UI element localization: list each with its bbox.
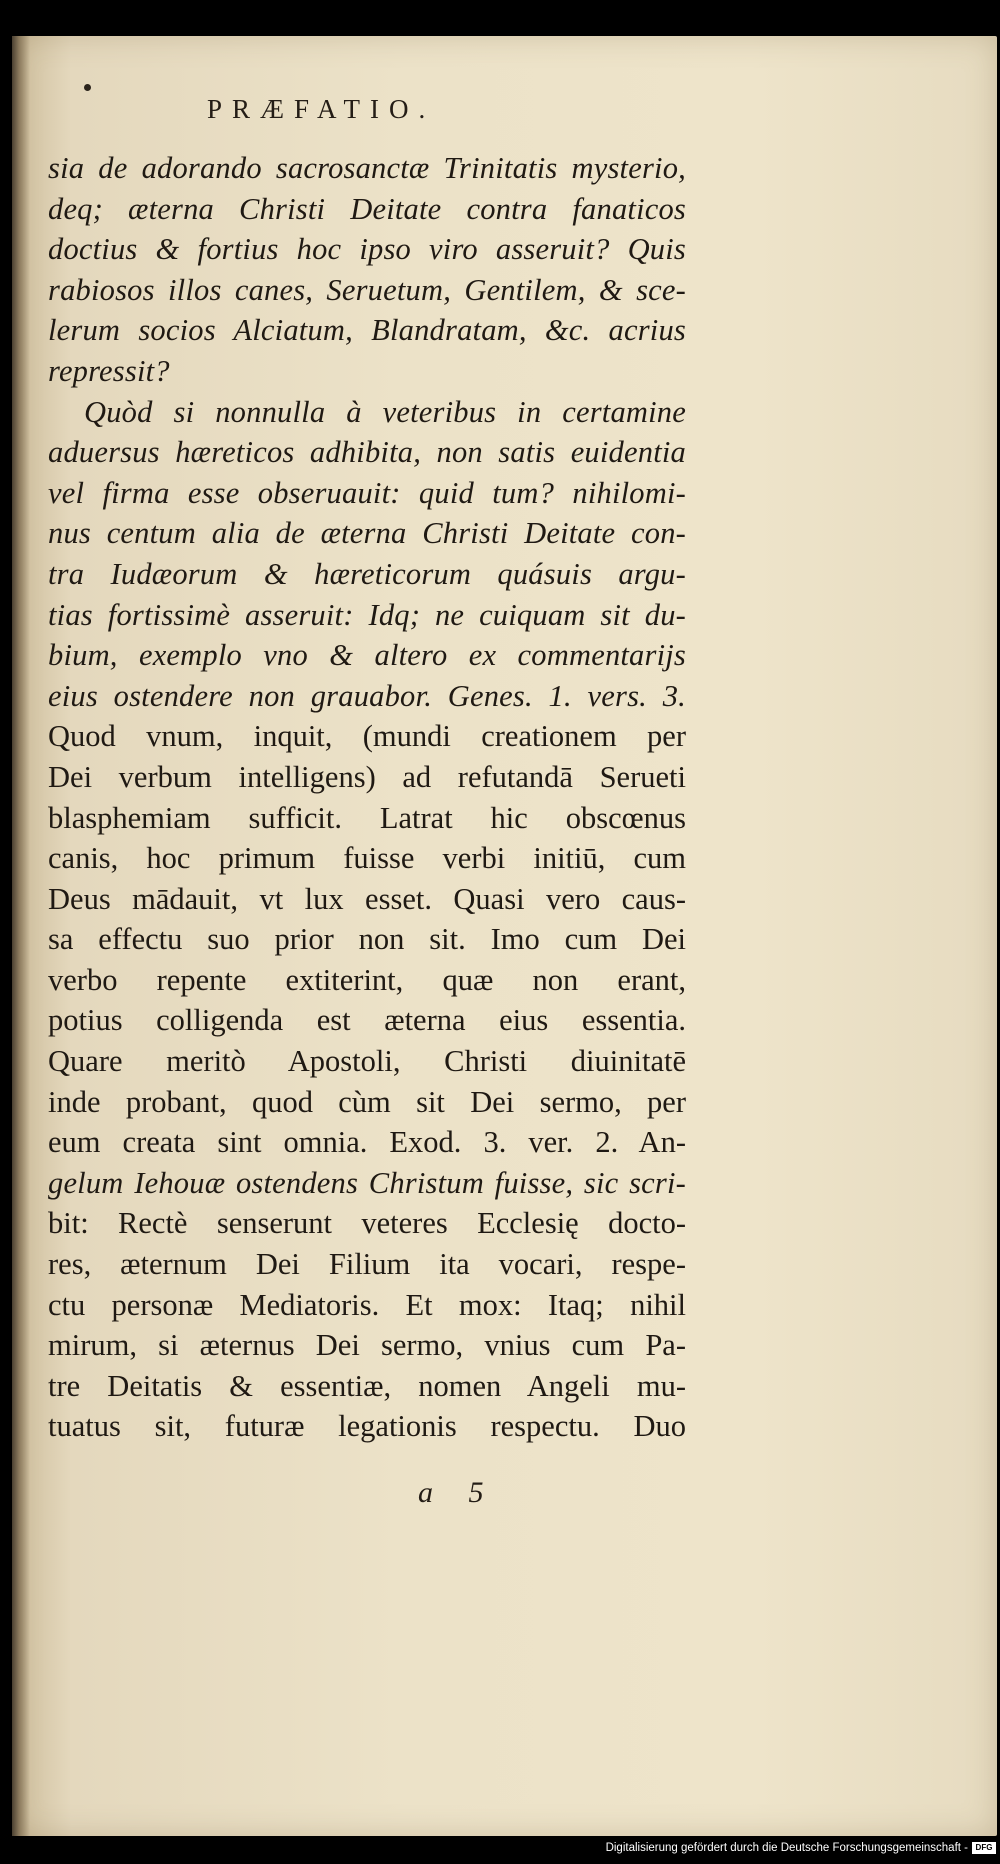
text-line: blasphemiam sufficit. Latrat hic obscœnus [48, 800, 686, 835]
text-line: sia de adorando sacrosanctæ Trinitatis mysterio, [48, 151, 686, 185]
text-line: verbo repente extiterint, quæ non erant, [48, 962, 686, 997]
text-line: tra Iudæorum & hæreticorum quásuis argu- [48, 556, 686, 591]
text-line: gelum Iehouæ ostendens Christum fuisse, sic scri- [48, 1165, 686, 1200]
text-line: aduersus hæreticos adhibita, non satis euidentia [48, 435, 686, 470]
text-line: canis, hoc primum fuisse verbi initiū, cum [48, 841, 686, 876]
text-line: res, æternum Dei Filium ita vocari, respe- [48, 1247, 686, 1282]
ink-spot [84, 84, 91, 91]
text-line: eum creata sint omnia. Exod. 3. ver. 2. An- [48, 1125, 686, 1160]
credit-text: Digitalisierung gefördert durch die Deutsche Forschungsgemeinschaft - [605, 1842, 968, 1854]
text-line: vel firma esse obseruauit: quid tum? nihilomi- [48, 475, 686, 510]
body-text [26, 148, 686, 1447]
text-line: eius ostendere non grauabor. Genes. 1. vers. 3. [48, 678, 686, 713]
text-line: Quod vnum, inquit, (mundi creationem per [48, 719, 686, 754]
text-line: repressit? [48, 353, 170, 388]
dfg-logo-icon: DFG [972, 1842, 996, 1854]
running-head: PRÆFATIO. [207, 94, 436, 124]
text-line: bium, exemplo vno & altero ex commentarijs [48, 638, 686, 673]
text-line: Quare meritò Apostoli, Christi diuinitatē [48, 1044, 686, 1079]
text-line: bit: Rectè senserunt veteres Ecclesię docto- [48, 1206, 686, 1241]
text-line: tre Deitatis & essentiæ, nomen Angeli mu- [48, 1368, 686, 1403]
text-line: nus centum alia de æterna Christi Deitate con- [48, 516, 686, 551]
digitization-credit [606, 1838, 996, 1858]
text-line: lerum socios Alciatum, Blandratam, &c. acrius [48, 313, 686, 348]
text-line: inde probant, quod cùm sit Dei sermo, per [48, 1084, 686, 1119]
text-line: doctius & fortius hoc ipso viro asseruit? Quis [48, 232, 686, 267]
text-line: mirum, si æternus Dei sermo, vnius cum Pa- [48, 1328, 686, 1363]
text-line: Dei verbum intelligens) ad refutandā Serueti [48, 759, 686, 794]
text-line: tias fortissimè asseruit: Idq; ne cuiquam sit du- [48, 597, 686, 632]
text-line: potius colligenda est æterna eius essentia. [48, 1003, 686, 1038]
text-line: Quòd si nonnulla à veteribus in certamine [84, 394, 686, 429]
text-line: Deus mādauit, vt lux esset. Quasi vero caus- [48, 881, 686, 916]
signature-mark: a 5 [418, 1476, 498, 1509]
text-line: sa effectu suo prior non sit. Imo cum Dei [48, 922, 686, 957]
book-page [12, 36, 997, 1836]
text-line: ctu personæ Mediatoris. Et mox: Itaq; nihil [48, 1287, 686, 1322]
text-line: rabiosos illos canes, Seruetum, Gentilem, & sce- [48, 272, 686, 307]
text-line: deq; æterna Christi Deitate contra fanaticos [48, 191, 686, 226]
text-line: tuatus sit, futuræ legationis respectu. Duo [48, 1409, 686, 1444]
